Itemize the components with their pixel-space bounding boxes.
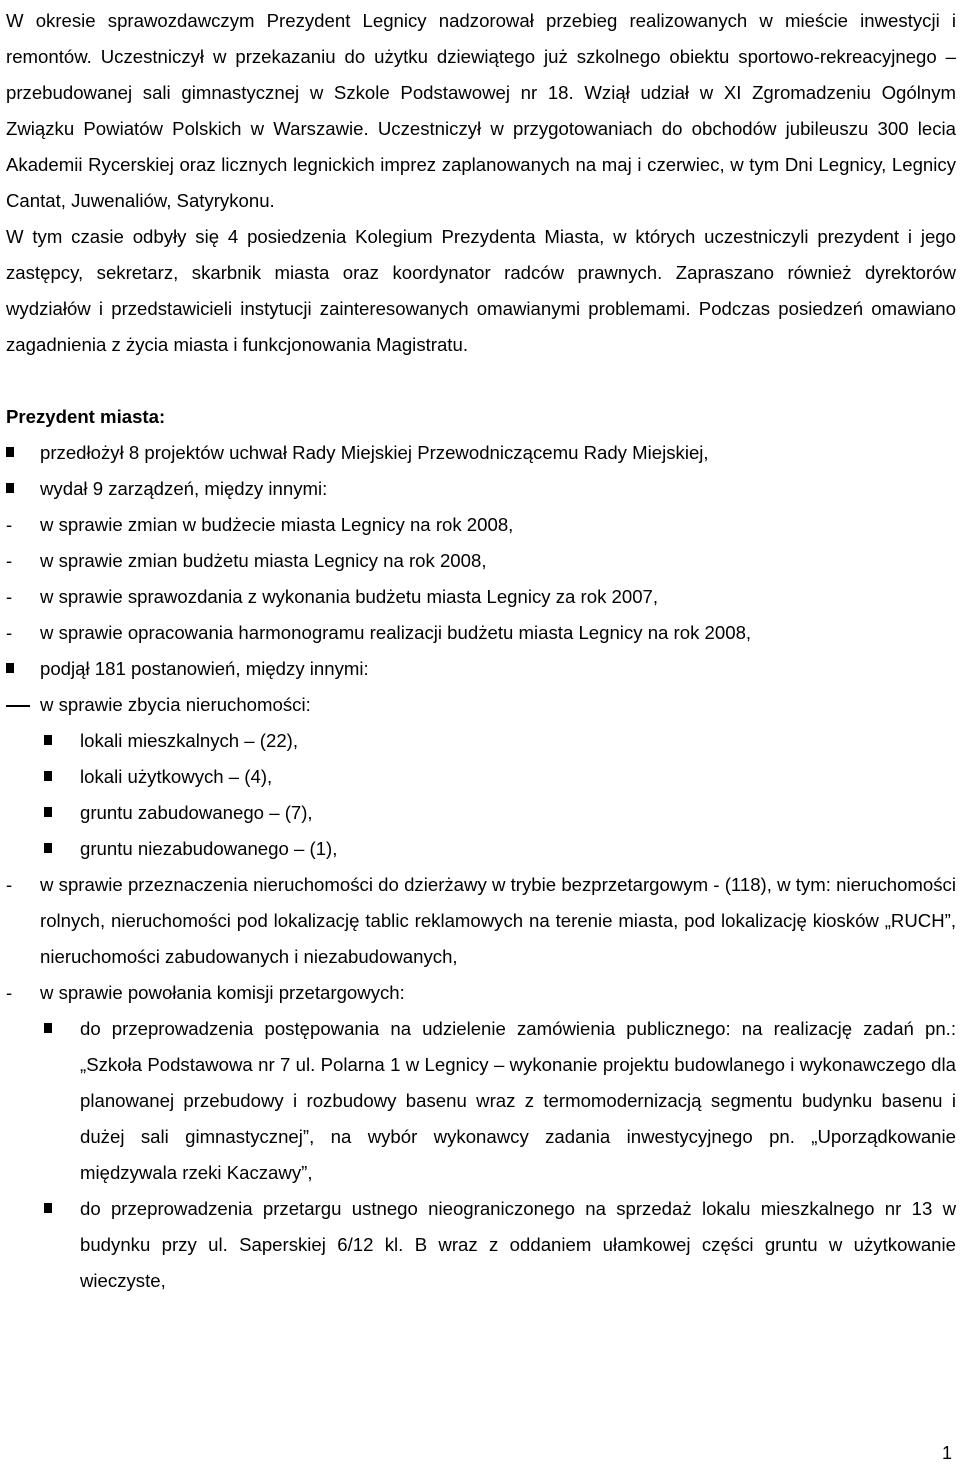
list-item (6, 795, 956, 831)
list-item-text: w sprawie zmian w budżecie miasta Legnicy na rok 2008, (40, 514, 514, 535)
list-item-text: w sprawie zbycia nieruchomości: (40, 694, 311, 715)
list-item (6, 543, 956, 579)
list-item-text: lokali mieszkalnych – (22), (80, 730, 299, 751)
section-heading: Prezydent miasta: (6, 406, 166, 427)
list-item (6, 471, 956, 507)
dash-bullet-icon: - (6, 982, 13, 1003)
list-item (6, 651, 956, 687)
list-item-text: w sprawie opracowania harmonogramu realizacji budżetu miasta Legnicy na rok 2008, (40, 622, 752, 643)
square-bullet-icon (6, 759, 80, 795)
square-bullet-icon (6, 1191, 80, 1227)
square-bullet-icon (6, 831, 80, 867)
square-bullet-icon (6, 471, 40, 507)
list-item-text: gruntu zabudowanego – (7), (80, 802, 313, 823)
list-item-text: w sprawie sprawozdania z wykonania budżetu miasta Legnicy za rok 2007, (40, 586, 659, 607)
document-page (6, 0, 956, 1299)
list-item (6, 831, 956, 867)
page-number: 1 (941, 1443, 952, 1463)
list-item (6, 975, 956, 1011)
list-item (6, 1191, 956, 1299)
list-item-text: w sprawie zmian budżetu miasta Legnicy na rok 2008, (40, 550, 487, 571)
list-item-text: w sprawie przeznaczenia nieruchomości do dzierżawy w trybie bezprzetargowym - (118), w tym: nieruchomości rolnych, nieruchomości pod lokalizację tablic reklamowych na terenie miasta, pod lokalizację kiosków „RUCH”, nieruchomości zabudowanych i niezabudowanych, (40, 874, 956, 967)
list-item-text: do przeprowadzenia postępowania na udzielenie zamówienia publicznego: na realizację zadań pn.: „Szkoła Podstawowa nr 7 ul. Polarna 1 w Legnicy – wykonanie projektu budowlanego i wykonawczego dla planowanej przebudowy i rozbudowy basenu wraz z termomodernizacją segmentu budynku basenu i dużej sali gimnastycznej”, na wybór wykonawcy zadania inwestycyjnego pn. „Uporządkowanie międzywala rzeki Kaczawy”, (80, 1018, 956, 1183)
dash-bullet-icon: - (6, 550, 13, 571)
list-item (6, 579, 956, 615)
dash-bullet-icon: - (6, 586, 13, 607)
list-item (6, 867, 956, 975)
list-item-text: w sprawie powołania komisji przetargowych: (40, 982, 405, 1003)
list-item (6, 759, 956, 795)
intro-paragraph: W okresie sprawozdawczym Prezydent Legnicy nadzorował przebieg realizowanych w mieście inwestycji i remontów. Uczestniczył w przekazaniu do użytku dziewiątego już szkolnego obiektu sportowo-rekreacyjnego – przebudowanej sali gimnastycznej w Szkole Podstawowej nr 18. Wziął udział w XI Zgromadzeniu Ogólnym Związku Powiatów Polskich w Warszawie. Uczestniczył w przygotowaniach do obchodów jubileuszu 300 lecia Akademii Rycerskiej oraz licznych legnickich imprez zaplanowanych na maj i czerwiec, w tym Dni Legnicy, Legnicy Cantat, Juwenaliów, Satyrykonu. (6, 10, 956, 211)
activity-list (6, 435, 956, 1299)
dash-bullet-icon: - (6, 514, 13, 535)
list-item-text: podjął 181 postanowień, między innymi: (40, 658, 369, 679)
square-bullet-icon (6, 435, 40, 471)
square-bullet-icon (6, 795, 80, 831)
list-item-text: wydał 9 zarządzeń, między innymi: (40, 478, 328, 499)
dash-bullet-icon: - (6, 874, 13, 895)
list-item (6, 435, 956, 471)
list-item (6, 687, 956, 723)
list-item-text: gruntu niezabudowanego – (1), (80, 838, 338, 859)
list-item (6, 1011, 956, 1191)
list-item (6, 723, 956, 759)
square-bullet-icon (6, 1011, 80, 1047)
dash-bullet-icon: - (6, 622, 13, 643)
long-dash-bullet-icon (6, 687, 40, 723)
list-item-text: lokali użytkowych – (4), (80, 766, 273, 787)
list-item (6, 507, 956, 543)
list-item-text: przedłożył 8 projektów uchwał Rady Miejskiej Przewodniczącemu Rady Miejskiej, (40, 442, 709, 463)
list-item (6, 615, 956, 651)
square-bullet-icon (6, 651, 40, 687)
list-item-text: do przeprowadzenia przetargu ustnego nieograniczonego na sprzedaż lokalu mieszkalnego nr 13 w budynku przy ul. Saperskiej 6/12 kl. B wraz z oddaniem ułamkowej części gruntu w użytkowanie wieczyste, (80, 1198, 956, 1291)
kolegium-paragraph: W tym czasie odbyły się 4 posiedzenia Kolegium Prezydenta Miasta, w których uczestniczyli prezydent i jego zastępcy, sekretarz, skarbnik miasta oraz koordynator radców prawnych. Zapraszano również dyrektorów wydziałów i przedstawicieli instytucji zainteresowanych omawianymi problemami. Podczas posiedzeń omawiano zagadnienia z życia miasta i funkcjonowania Magistratu. (6, 226, 956, 355)
square-bullet-icon (6, 723, 80, 759)
